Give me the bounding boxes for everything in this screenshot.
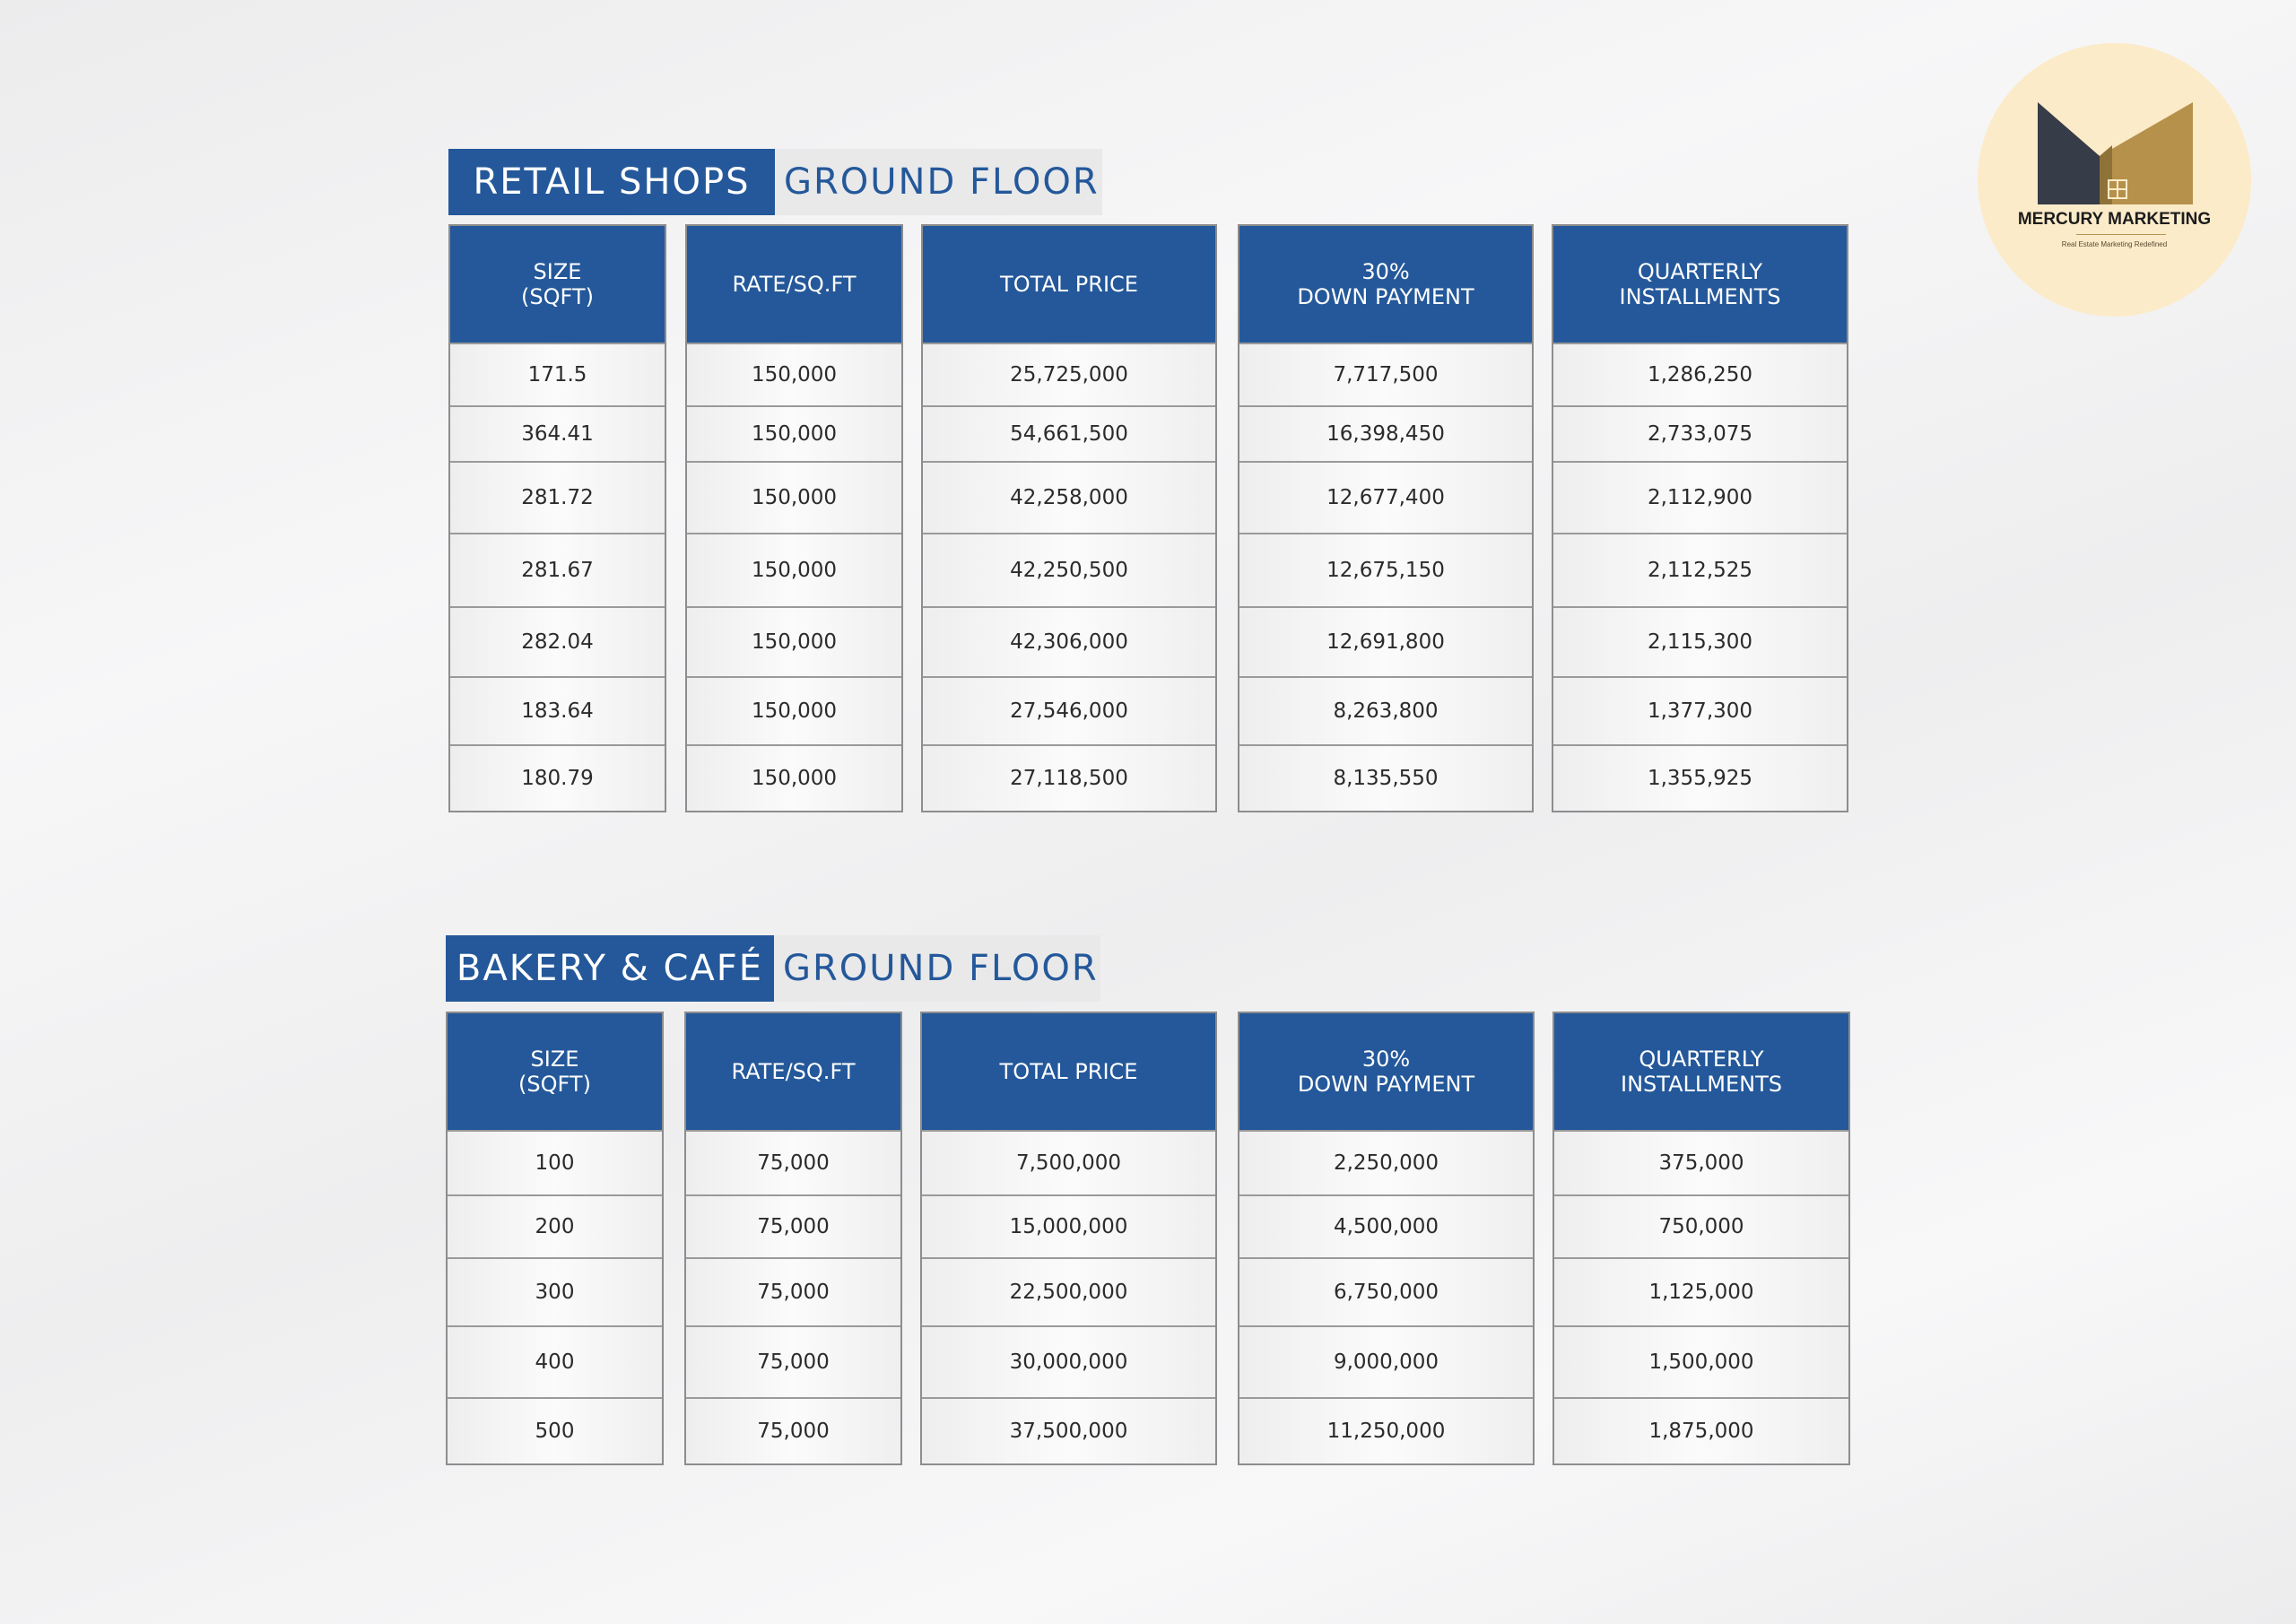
retail-cell-size: 281.67 <box>450 533 665 606</box>
bakery-column-quarterly-installments <box>1552 1012 1850 1465</box>
retail-cell-size: 281.72 <box>450 461 665 533</box>
retail-title-main: RETAIL SHOPS <box>448 149 775 215</box>
retail-cell-quarterly-installments: 1,355,925 <box>1553 744 1847 811</box>
bakery-cell-size: 100 <box>448 1130 662 1194</box>
retail-cell-size: 180.79 <box>450 744 665 811</box>
retail-cell-total-price: 42,306,000 <box>923 606 1215 676</box>
bakery-column-down-payment <box>1238 1012 1535 1465</box>
retail-cell-rate: 150,000 <box>687 405 901 461</box>
bakery-header-rate: RATE/SQ.FT <box>686 1013 900 1130</box>
bakery-header-total-price: TOTAL PRICE <box>922 1013 1215 1130</box>
retail-header-down-payment: 30% DOWN PAYMENT <box>1239 226 1532 343</box>
retail-column-size <box>448 224 666 812</box>
retail-cell-total-price: 25,725,000 <box>923 343 1215 405</box>
logo-tagline: Real Estate Marketing Redefined <box>2061 240 2168 248</box>
retail-cell-quarterly-installments: 2,112,900 <box>1553 461 1847 533</box>
retail-cell-total-price: 42,258,000 <box>923 461 1215 533</box>
retail-cell-rate: 150,000 <box>687 461 901 533</box>
retail-cell-down-payment: 12,677,400 <box>1239 461 1532 533</box>
retail-column-total-price <box>921 224 1217 812</box>
bakery-cell-down-payment: 4,500,000 <box>1239 1194 1533 1257</box>
bakery-cell-rate: 75,000 <box>686 1397 900 1463</box>
bakery-cell-down-payment: 9,000,000 <box>1239 1325 1533 1397</box>
retail-header-quarterly-installments: QUARTERLY INSTALLMENTS <box>1553 226 1847 343</box>
retail-header-rate: RATE/SQ.FT <box>687 226 901 343</box>
bakery-cell-total-price: 37,500,000 <box>922 1397 1215 1463</box>
bakery-cell-total-price: 15,000,000 <box>922 1194 1215 1257</box>
retail-cell-size: 282.04 <box>450 606 665 676</box>
retail-cell-total-price: 42,250,500 <box>923 533 1215 606</box>
retail-section-title <box>448 149 1102 215</box>
retail-cell-quarterly-installments: 2,733,075 <box>1553 405 1847 461</box>
bakery-cell-size: 400 <box>448 1325 662 1397</box>
retail-cell-down-payment: 8,135,550 <box>1239 744 1532 811</box>
bakery-header-down-payment: 30% DOWN PAYMENT <box>1239 1013 1533 1130</box>
retail-cell-size: 183.64 <box>450 676 665 744</box>
retail-header-total-price: TOTAL PRICE <box>923 226 1215 343</box>
logo-name: MERCURY MARKETING <box>2017 210 2212 229</box>
retail-cell-rate: 150,000 <box>687 744 901 811</box>
bakery-cell-quarterly-installments: 1,875,000 <box>1554 1397 1848 1463</box>
retail-cell-quarterly-installments: 1,286,250 <box>1553 343 1847 405</box>
retail-cell-size: 171.5 <box>450 343 665 405</box>
bakery-cell-quarterly-installments: 375,000 <box>1554 1130 1848 1194</box>
retail-cell-total-price: 27,546,000 <box>923 676 1215 744</box>
retail-cell-rate: 150,000 <box>687 676 901 744</box>
retail-cell-rate: 150,000 <box>687 606 901 676</box>
bakery-cell-size: 500 <box>448 1397 662 1463</box>
bakery-title-main: BAKERY & CAFÉ <box>446 935 774 1002</box>
retail-cell-down-payment: 12,691,800 <box>1239 606 1532 676</box>
retail-cell-size: 364.41 <box>450 405 665 461</box>
retail-cell-rate: 150,000 <box>687 343 901 405</box>
bakery-cell-size: 200 <box>448 1194 662 1257</box>
retail-cell-down-payment: 8,263,800 <box>1239 676 1532 744</box>
bakery-column-total-price <box>920 1012 1217 1465</box>
bakery-cell-total-price: 30,000,000 <box>922 1325 1215 1397</box>
house-m-logo-icon <box>1978 43 2251 317</box>
bakery-cell-down-payment: 2,250,000 <box>1239 1130 1533 1194</box>
bakery-header-quarterly-installments: QUARTERLY INSTALLMENTS <box>1554 1013 1848 1130</box>
bakery-cell-quarterly-installments: 1,125,000 <box>1554 1257 1848 1325</box>
retail-cell-quarterly-installments: 2,112,525 <box>1553 533 1847 606</box>
bakery-cell-rate: 75,000 <box>686 1130 900 1194</box>
bakery-title-sub: GROUND FLOOR <box>774 935 1100 1002</box>
bakery-column-size <box>446 1012 664 1465</box>
retail-cell-down-payment: 12,675,150 <box>1239 533 1532 606</box>
retail-cell-rate: 150,000 <box>687 533 901 606</box>
retail-cell-down-payment: 7,717,500 <box>1239 343 1532 405</box>
bakery-header-size: SIZE (SQFT) <box>448 1013 662 1130</box>
bakery-cell-rate: 75,000 <box>686 1194 900 1257</box>
bakery-cell-down-payment: 6,750,000 <box>1239 1257 1533 1325</box>
retail-cell-quarterly-installments: 2,115,300 <box>1553 606 1847 676</box>
bakery-cell-quarterly-installments: 1,500,000 <box>1554 1325 1848 1397</box>
bakery-cell-size: 300 <box>448 1257 662 1325</box>
logo-divider <box>2076 234 2166 235</box>
bakery-cell-total-price: 22,500,000 <box>922 1257 1215 1325</box>
retail-title-sub: GROUND FLOOR <box>775 149 1102 215</box>
retail-column-quarterly-installments <box>1552 224 1848 812</box>
mercury-marketing-logo <box>1978 43 2251 317</box>
bakery-cell-down-payment: 11,250,000 <box>1239 1397 1533 1463</box>
retail-cell-total-price: 27,118,500 <box>923 744 1215 811</box>
retail-column-rate <box>685 224 903 812</box>
retail-cell-down-payment: 16,398,450 <box>1239 405 1532 461</box>
retail-cell-quarterly-installments: 1,377,300 <box>1553 676 1847 744</box>
bakery-cell-rate: 75,000 <box>686 1257 900 1325</box>
bakery-cell-quarterly-installments: 750,000 <box>1554 1194 1848 1257</box>
retail-header-size: SIZE (SQFT) <box>450 226 665 343</box>
bakery-section-title <box>446 935 1100 1002</box>
bakery-cell-rate: 75,000 <box>686 1325 900 1397</box>
bakery-column-rate <box>684 1012 902 1465</box>
retail-column-down-payment <box>1238 224 1534 812</box>
retail-cell-total-price: 54,661,500 <box>923 405 1215 461</box>
bakery-cell-total-price: 7,500,000 <box>922 1130 1215 1194</box>
